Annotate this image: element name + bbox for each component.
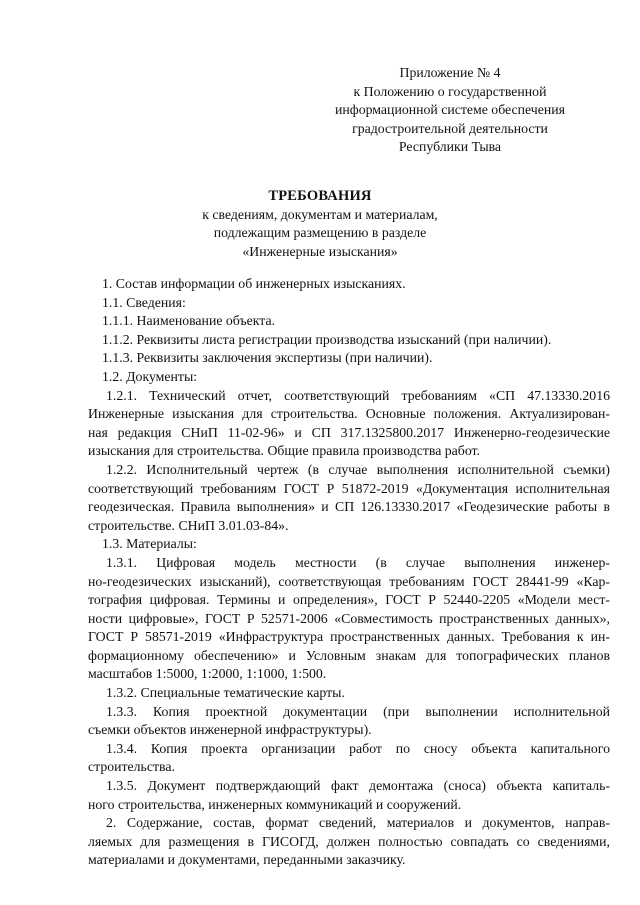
appendix-line: градостроительной деятельности bbox=[352, 120, 548, 136]
document-subtitle-line: к сведениям, документам и материалам, bbox=[202, 206, 438, 222]
text-line: изыскания для строительства. Общие правила производства работ. bbox=[88, 443, 480, 459]
document-subtitle-line: подлежащим размещению в разделе bbox=[213, 225, 427, 241]
text-line: формационному обеспечению» и Условным знакам для топографических планов bbox=[88, 647, 610, 663]
item-1-3-2: 1.3.2. Специальные тематические карты. bbox=[106, 685, 345, 701]
text-line: 2. Содержание, состав, формат сведений, материалов и документов, направ- bbox=[106, 815, 610, 831]
text-line: но-геодезических изысканий), соответствующая требованиям ГОСТ 28441-99 «Кар- bbox=[88, 573, 610, 589]
text-line: ляемых для размещения в ГИСОГД, должен полностью совпадать со сведениями, bbox=[88, 833, 610, 849]
appendix-line: к Положению о государственной bbox=[353, 83, 547, 99]
item-1-2-2 bbox=[88, 461, 610, 535]
text-line: 1.3.4. Копия проекта организации работ по сносу объекта капитального bbox=[106, 740, 610, 756]
text-line: соответствующий требованиям ГОСТ Р 51872-2019 «Документация исполнительная bbox=[88, 480, 610, 496]
appendix-line: Республики Тыва bbox=[398, 139, 502, 155]
text-line: 1.2.2. Исполнительный чертеж (в случае выполнения исполнительной съемки) bbox=[106, 461, 610, 477]
text-line: тография цифровая. Термины и определения», ГОСТ Р 52440-2205 «Модели мест- bbox=[88, 592, 610, 608]
item-1-2-1 bbox=[88, 387, 610, 461]
appendix-line: Приложение № 4 bbox=[399, 65, 501, 80]
document-title: ТРЕБОВАНИЯ bbox=[268, 188, 372, 204]
text-line: ности цифровые», ГОСТ Р 52571-2006 «Совместимость пространственных данных», bbox=[88, 610, 610, 626]
document-heading bbox=[90, 187, 550, 261]
item-1-3-1 bbox=[88, 554, 610, 684]
document-body bbox=[88, 275, 610, 870]
text-line: масштабов 1:5000, 1:2000, 1:1000, 1:500. bbox=[88, 666, 327, 682]
text-line: Инженерные изыскания для строительства. Основные положения. Актуализирован- bbox=[88, 406, 610, 422]
text-line: 1.3.5. Документ подтверждающий факт демонтажа (сноса) объекта капиталь- bbox=[106, 778, 610, 794]
text-line: ного строительства, инженерных коммуникаций и сооружений. bbox=[88, 796, 462, 812]
text-line: строительства. bbox=[88, 759, 175, 775]
text-line: ная редакция СНиП 11-02-96» и СП 317.1325800.2017 Инженерно-геодезические bbox=[88, 424, 610, 440]
section-1-1: 1.1. Сведения: bbox=[102, 294, 186, 310]
appendix-header bbox=[300, 64, 600, 157]
text-line: строительстве. СНиП 3.01.03-84». bbox=[88, 517, 289, 533]
section-1: 1. Состав информации об инженерных изысканиях. bbox=[102, 276, 406, 291]
text-line: материалами и документами, переданными заказчику. bbox=[88, 852, 406, 868]
appendix-line: информационной системе обеспечения bbox=[335, 102, 565, 118]
text-line: съемки объектов инженерной инфраструктуры). bbox=[88, 722, 372, 738]
document-subtitle-line: «Инженерные изыскания» bbox=[242, 243, 398, 259]
section-1-3: 1.3. Материалы: bbox=[102, 536, 197, 552]
item-1-1-3: 1.1.3. Реквизиты заключения экспертизы (при наличии). bbox=[102, 350, 433, 366]
section-1-2: 1.2. Документы: bbox=[102, 368, 198, 384]
section-2 bbox=[88, 814, 610, 870]
item-1-3-4 bbox=[88, 740, 610, 777]
text-line: 1.2.1. Технический отчет, соответствующий требованиям «СП 47.13330.2016 bbox=[106, 387, 610, 403]
text-line: геодезическая. Правила выполнения» и СП 126.13330.2017 «Геодезические работы в bbox=[88, 499, 610, 515]
item-1-3-3 bbox=[88, 703, 610, 740]
text-line: 1.3.1. Цифровая модель местности (в случае выполнения инженер- bbox=[106, 554, 610, 570]
item-1-1-2: 1.1.2. Реквизиты листа регистрации производства изысканий (при наличии). bbox=[102, 331, 552, 347]
item-1-1-1: 1.1.1. Наименование объекта. bbox=[102, 313, 276, 329]
text-line: ГОСТ Р 58571-2019 «Инфраструктура пространственных данных. Требования к ин- bbox=[88, 629, 610, 645]
text-line: 1.3.3. Копия проектной документации (при выполнении исполнительной bbox=[106, 703, 610, 719]
item-1-3-5 bbox=[88, 777, 610, 814]
